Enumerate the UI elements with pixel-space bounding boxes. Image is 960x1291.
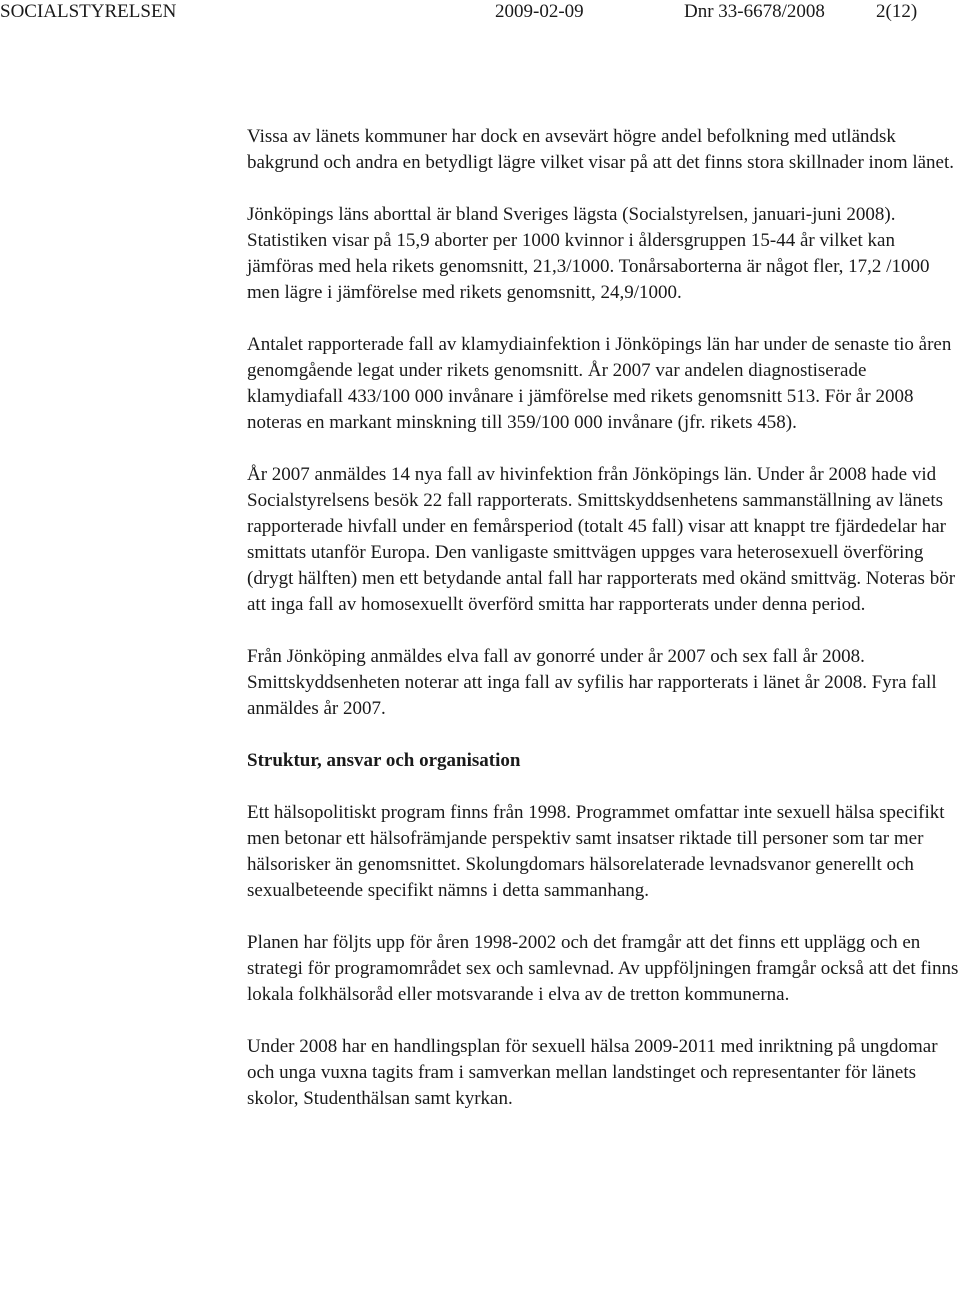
header-reference-number: Dnr 33-6678/2008 — [684, 1, 825, 22]
page-header — [0, 0, 960, 24]
header-organization: SOCIALSTYRELSEN — [0, 1, 177, 22]
paragraph-abortion-rates: Jönköpings läns aborttal är bland Sveriges lägsta (Socialstyrelsen, januari-juni 2008). Statistiken visar på 15,9 aborter per 1000 kvinnor i åldersgruppen 15-44 år vilket kan jämföras med hela rikets genomsnitt, 21,3/1000. Tonårsaborterna är något fler, 17,2 /1000 men lägre i jämförelse med rikets genomsnitt, 24,9/1000. — [247, 204, 930, 303]
section-heading: Struktur, ansvar och organisation — [247, 750, 521, 771]
document-body — [247, 124, 959, 1112]
header-page-number: 2(12) — [876, 1, 918, 22]
paragraph-hiv: År 2007 anmäldes 14 nya fall av hivinfektion från Jönköpings län. Under år 2008 hade vid Socialstyrelsens besök 22 fall rapporterats. Smittskyddsenhetens sammanställning av länets rapporterade hivfall under en femårsperiod (totalt 45 fall) visar att knappt tre fjärdedelar har smittats utanför Europa. Den vanligaste smittvägen uppges vara heterosexuell överföring (drygt hälften) men ett betydande antal fall har rapporterats med okänd smittväg. Noteras bör att inga fall av homosexuellt överförd smitta har rapporterats under denna period. — [247, 464, 956, 615]
paragraph-population: Vissa av länets kommuner har dock en avsevärt högre andel befolkning med utländsk bakgrund och andra en betydligt lägre vilket visar på att det finns stora skillnader inom länet. — [247, 126, 955, 173]
paragraph-gonorrhea-syphilis: Från Jönköping anmäldes elva fall av gonorré under år 2007 och sex fall år 2008. Smittskyddsenheten noterar att inga fall av syfilis har rapporterats i länet år 2008. Fyra fall anmäldes år 2007. — [247, 646, 937, 719]
paragraph-chlamydia: Antalet rapporterade fall av klamydiainfektion i Jönköpings län har under de senaste tio åren genomgående legat under rikets genomsnitt. År 2007 var andelen diagnostiserade klamydiafall 433/100 000 invånare i jämförelse med rikets genomsnitt 513. För år 2008 noteras en markant minskning till 359/100 000 invånare (jfr. rikets 458). — [247, 334, 952, 433]
paragraph-health-program: Ett hälsopolitiskt program finns från 1998. Programmet omfattar inte sexuell hälsa specifikt men betonar ett hälsofrämjande perspektiv samt insatser riktade till personer som tar mer hälsorisker än genomsnittet. Skolungdomars hälsorelaterade levnadsvanor generellt och sexualbeteende specifikt nämns i detta sammanhang. — [247, 802, 945, 901]
paragraph-plan-followup: Planen har följts upp för åren 1998-2002 och det framgår att det finns ett upplägg och en strategi för programområdet sex och samlevnad. Av uppföljningen framgår också att det finns lokala folkhälsoråd eller motsvarande i elva av de tretton kommunerna. — [247, 932, 959, 1005]
paragraph-action-plan: Under 2008 har en handlingsplan för sexuell hälsa 2009-2011 med inriktning på ungdomar och unga vuxna tagits fram i samverkan mellan landstinget och representanter för länets skolor, Studenthälsan samt kyrkan. — [247, 1036, 938, 1109]
header-date: 2009-02-09 — [495, 1, 584, 22]
